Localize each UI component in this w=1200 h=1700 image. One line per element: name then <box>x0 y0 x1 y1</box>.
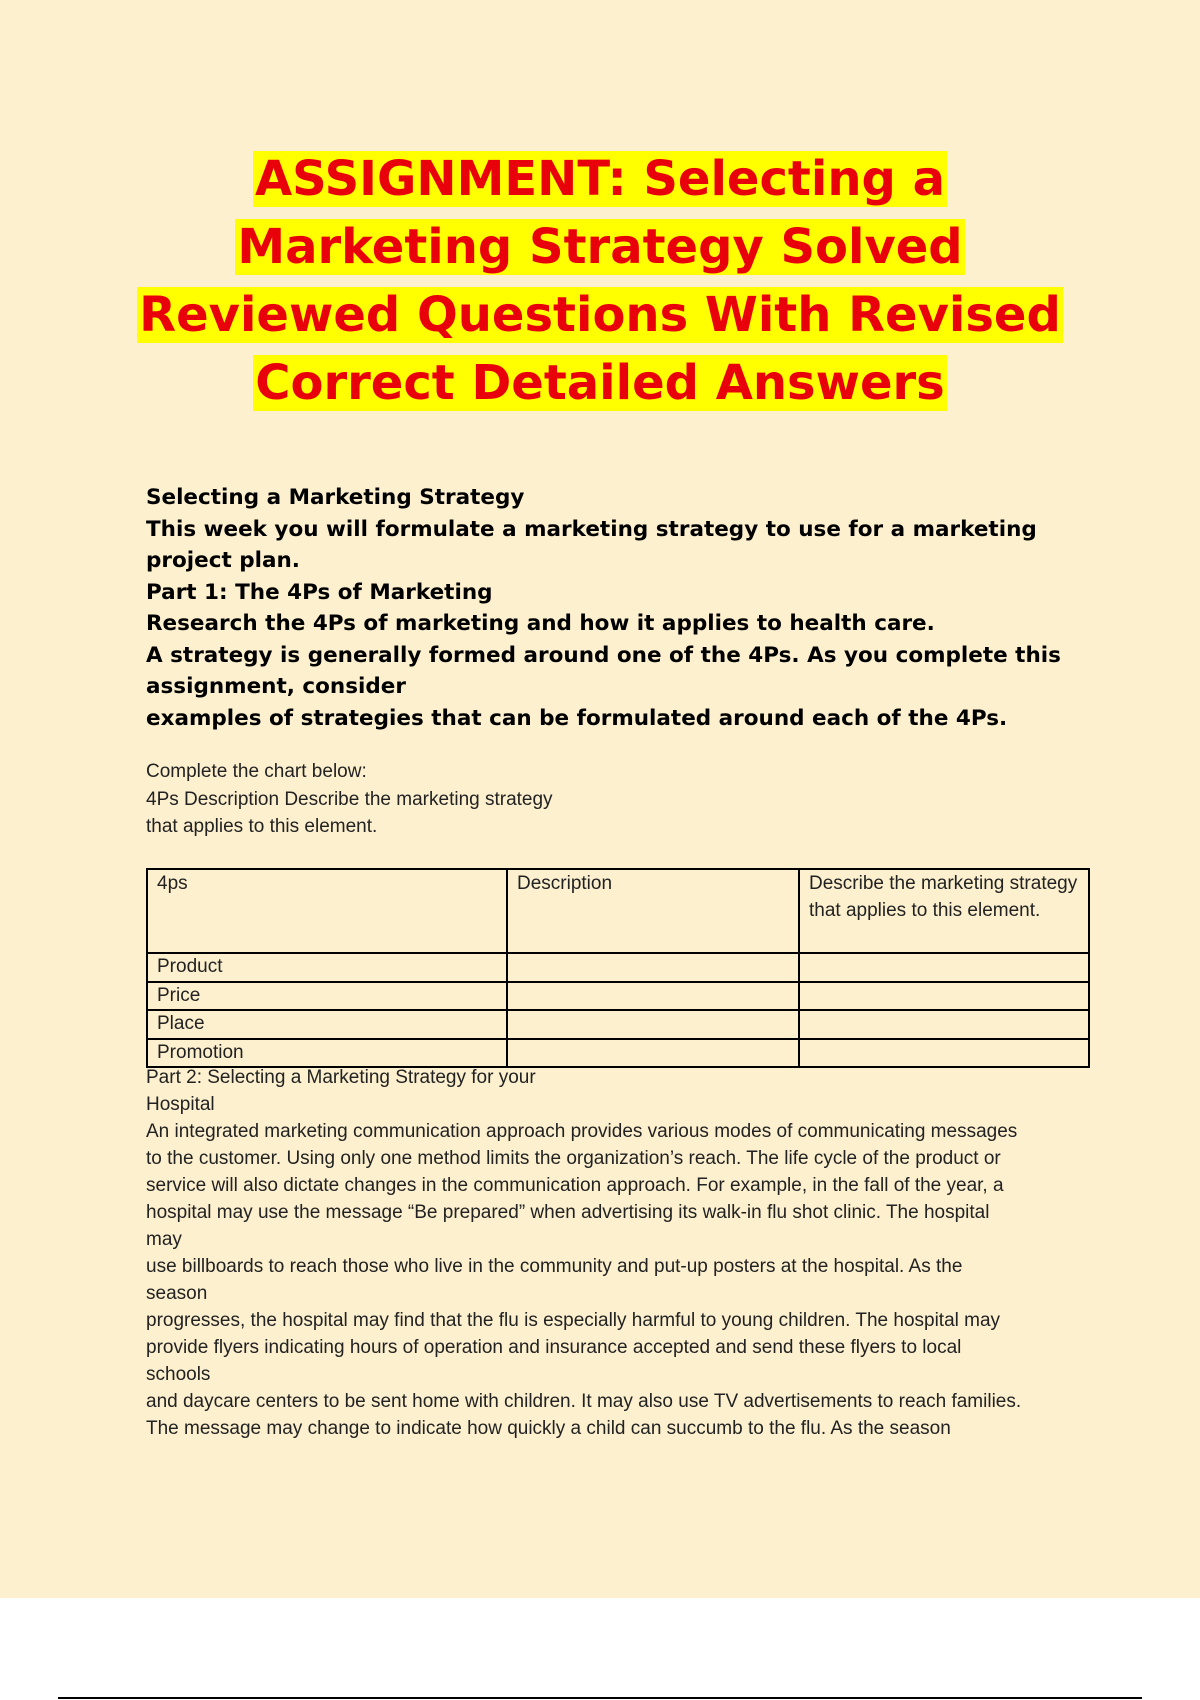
part2-heading: Part 2: Selecting a Marketing Strategy for your <box>146 1067 536 1088</box>
part2-heading: Hospital <box>146 1094 215 1115</box>
body-line: progresses, the hospital may find that the flu is especially harmful to young children. The hospital may <box>146 1310 1001 1331</box>
title-line-4: Correct Detailed Answers <box>255 355 945 411</box>
chart-note-line: that applies to this element. <box>146 816 378 837</box>
four-ps-table <box>146 868 1090 1068</box>
table-row <box>147 1010 1089 1039</box>
section-heading: Selecting a Marketing Strategy <box>146 485 525 510</box>
intro-line: Research the 4Ps of marketing and how it applies to health care. <box>146 611 935 636</box>
table-cell[interactable] <box>507 1039 799 1068</box>
intro-line: A strategy is generally formed around one of the 4Ps. As you complete this assignment, consider <box>146 642 1061 699</box>
chart-note-line: 4Ps Description Describe the marketing strategy <box>146 788 553 810</box>
table-cell[interactable] <box>507 982 799 1011</box>
header-cell-4ps: 4ps <box>147 869 507 953</box>
table-row <box>147 982 1089 1011</box>
body-line: An integrated marketing communication approach provides various modes of communicating messages <box>146 1121 1018 1142</box>
row-label: Product <box>147 953 507 982</box>
table-cell[interactable] <box>799 1010 1089 1039</box>
title-line-1: ASSIGNMENT: Selecting a <box>255 151 945 207</box>
chart-note-line: Complete the chart below: <box>146 761 367 782</box>
body-line: schools <box>146 1364 211 1385</box>
intro-section <box>146 482 1076 734</box>
body-line: hospital may use the message “Be prepared” when advertising its walk-in flu shot clinic. The hospital <box>146 1202 990 1223</box>
table-cell[interactable] <box>799 982 1089 1011</box>
table-row <box>147 953 1089 982</box>
part1-heading: Part 1: The 4Ps of Marketing <box>146 579 493 605</box>
row-label: Promotion <box>147 1039 507 1068</box>
table-cell[interactable] <box>799 953 1089 982</box>
intro-line: This week you will formulate a marketing strategy to use for a marketing project plan. <box>146 516 1037 573</box>
body-line: may <box>146 1229 182 1250</box>
table-cell[interactable] <box>799 1039 1089 1068</box>
document-title <box>0 145 1200 417</box>
intro-line: examples of strategies that can be formulated around each of the 4Ps. <box>146 705 1008 731</box>
header-cell-strategy: Describe the marketing strategy that applies to this element. <box>799 869 1089 953</box>
title-line-3: Reviewed Questions With Revised <box>139 287 1061 343</box>
table-cell[interactable] <box>507 1010 799 1039</box>
table-row <box>147 1039 1089 1068</box>
body-line: season <box>146 1283 208 1304</box>
header-cell-description: Description <box>507 869 799 953</box>
body-line: and daycare centers to be sent home with children. It may also use TV advertisements to reach families. <box>146 1391 1022 1412</box>
body-line: use billboards to reach those who live in the community and put-up posters at the hospital. As the <box>146 1256 963 1277</box>
row-label: Place <box>147 1010 507 1039</box>
title-line-2: Marketing Strategy Solved <box>237 219 963 275</box>
table-cell[interactable] <box>507 953 799 982</box>
body-line: to the customer. Using only one method limits the organization’s reach. The life cycle of the product or <box>146 1148 1001 1169</box>
page-divider <box>58 1697 1142 1699</box>
body-line: service will also dictate changes in the communication approach. For example, in the fall of the year, a <box>146 1175 1004 1196</box>
body-line: The message may change to indicate how quickly a child can succumb to the flu. As the season <box>146 1418 951 1439</box>
body-line: provide flyers indicating hours of operation and insurance accepted and send these flyers to local <box>146 1337 962 1358</box>
part2-section <box>146 1064 1092 1442</box>
chart-instructions <box>146 758 846 841</box>
row-label: Price <box>147 982 507 1011</box>
table-header-row <box>147 869 1089 953</box>
